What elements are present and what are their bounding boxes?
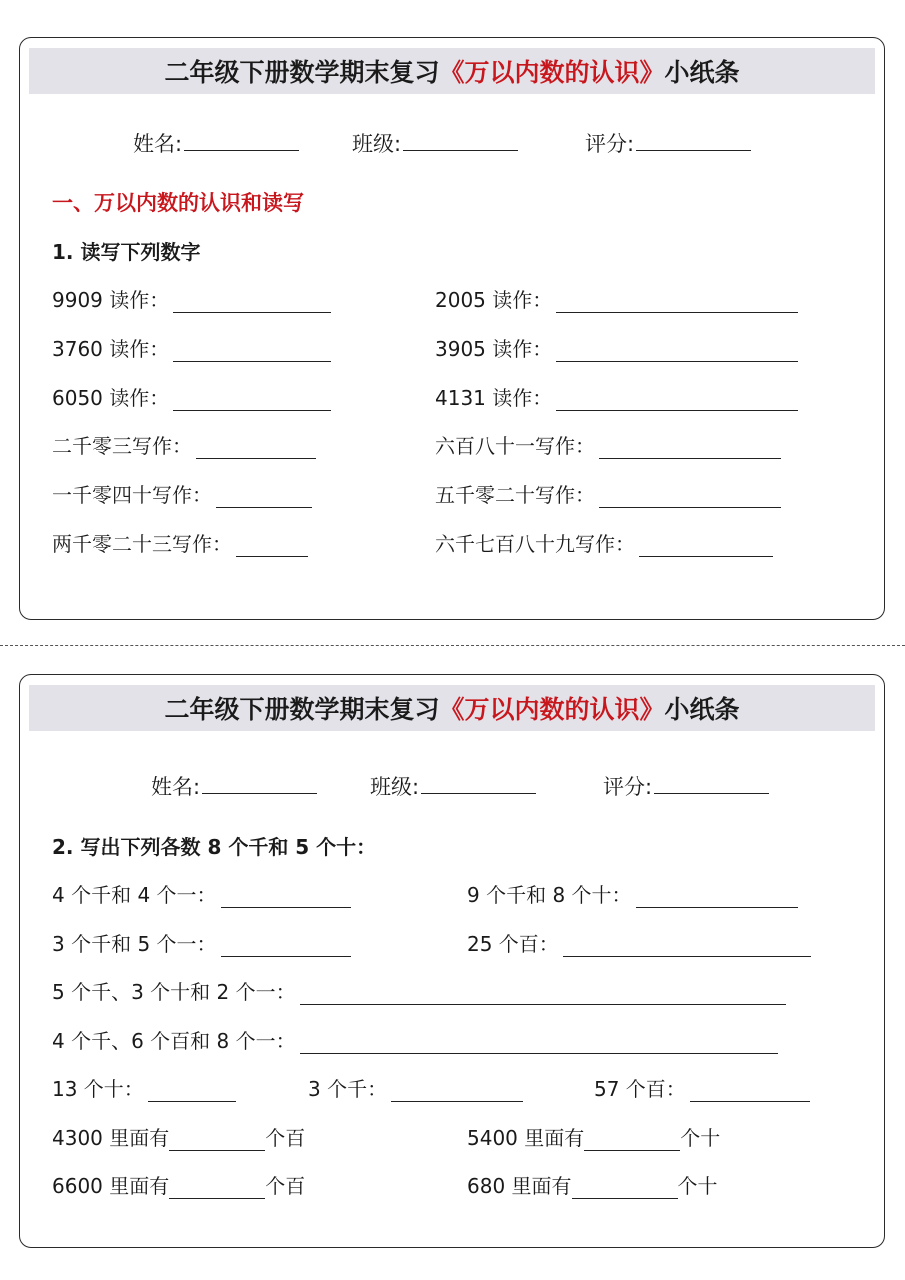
question-text: 9 个千和 8 个十：	[467, 883, 632, 907]
question-text: 3 个千：	[308, 1077, 388, 1101]
section-title: 一、万以内数的认识和读写	[52, 191, 304, 215]
fill-suffix: 个十	[680, 1126, 721, 1150]
answer-blank[interactable]	[221, 938, 351, 957]
question-row	[52, 333, 331, 362]
question-row	[435, 333, 798, 362]
question-text: 一千零四十写作：	[52, 483, 212, 507]
question-text: 57 个百：	[594, 1077, 686, 1101]
question-text: 3905 读作：	[435, 337, 553, 361]
class-blank[interactable]	[421, 773, 536, 794]
question-row	[52, 879, 351, 908]
answer-blank[interactable]	[221, 889, 351, 908]
answer-blank[interactable]	[556, 392, 798, 411]
fill-row	[52, 1170, 305, 1199]
answer-blank[interactable]	[690, 1083, 810, 1102]
question-text: 25 个百：	[467, 932, 559, 956]
fill-row	[52, 1122, 305, 1151]
fill-row	[467, 1122, 720, 1151]
question-row	[435, 430, 781, 459]
question-row	[308, 1073, 523, 1102]
answer-blank[interactable]	[300, 1035, 778, 1054]
class-label: 班级:	[352, 132, 402, 156]
title-topic: 《万以内数的认识》	[439, 58, 665, 87]
score-label: 评分:	[585, 132, 635, 156]
name-field	[133, 128, 299, 158]
fill-suffix: 个百	[265, 1174, 306, 1198]
name-label: 姓名:	[151, 775, 201, 799]
answer-blank[interactable]	[572, 1180, 678, 1199]
question-text: 3760 读作：	[52, 337, 170, 361]
question-text: 4131 读作：	[435, 386, 553, 410]
fill-prefix: 5400 里面有	[467, 1126, 585, 1150]
name-field	[151, 771, 317, 801]
question-text: 6050 读作：	[52, 386, 170, 410]
answer-blank[interactable]	[169, 1132, 265, 1151]
answer-blank[interactable]	[196, 440, 316, 459]
fill-prefix: 4300 里面有	[52, 1126, 170, 1150]
question-row	[52, 1073, 236, 1102]
answer-blank[interactable]	[599, 489, 781, 508]
question-text: 9909 读作：	[52, 288, 170, 312]
answer-blank[interactable]	[216, 489, 312, 508]
score-field	[603, 771, 769, 801]
score-label: 评分:	[603, 775, 653, 799]
answer-blank[interactable]	[173, 392, 331, 411]
title-suffix: 小纸条	[664, 58, 740, 87]
question-row	[594, 1073, 810, 1102]
question-text: 五千零二十写作：	[435, 483, 595, 507]
name-blank[interactable]	[202, 773, 317, 794]
question-text: 六千七百八十九写作：	[435, 532, 635, 556]
answer-blank[interactable]	[148, 1083, 236, 1102]
question-text: 两千零二十三写作：	[52, 532, 232, 556]
name-blank[interactable]	[184, 130, 299, 151]
question-row	[435, 382, 798, 411]
question-text: 13 个十：	[52, 1077, 144, 1101]
question-row	[435, 528, 773, 557]
question-text: 4 个千、6 个百和 8 个一：	[52, 1029, 296, 1053]
question-row	[52, 430, 316, 459]
question-row	[467, 928, 811, 957]
answer-blank[interactable]	[236, 538, 308, 557]
score-field	[585, 128, 751, 158]
score-blank[interactable]	[654, 773, 769, 794]
question-row	[467, 879, 798, 908]
question-row	[52, 382, 331, 411]
class-field	[370, 771, 536, 801]
answer-blank[interactable]	[173, 343, 331, 362]
fill-suffix: 个百	[265, 1126, 306, 1150]
score-blank[interactable]	[636, 130, 751, 151]
subsection-title: 2. 写出下列各数 8 个千和 5 个十：	[52, 835, 377, 859]
answer-blank[interactable]	[169, 1180, 265, 1199]
answer-blank[interactable]	[173, 294, 331, 313]
fill-prefix: 680 里面有	[467, 1174, 572, 1198]
answer-blank[interactable]	[563, 938, 811, 957]
worksheet-card-1	[19, 37, 885, 620]
title-prefix: 二年级下册数学期末复习	[164, 695, 440, 724]
question-row	[52, 928, 351, 957]
worksheet-title-1	[29, 48, 875, 94]
title-prefix: 二年级下册数学期末复习	[164, 58, 440, 87]
question-text: 六百八十一写作：	[435, 434, 595, 458]
worksheet-title-2	[29, 685, 875, 731]
subsection-title: 1. 读写下列数字	[52, 240, 201, 264]
answer-blank[interactable]	[584, 1132, 680, 1151]
answer-blank[interactable]	[556, 294, 798, 313]
answer-blank[interactable]	[556, 343, 798, 362]
name-label: 姓名:	[133, 132, 183, 156]
question-text: 3 个千和 5 个一：	[52, 932, 217, 956]
class-label: 班级:	[370, 775, 420, 799]
worksheet-card-2	[19, 674, 885, 1248]
question-text: 5 个千、3 个十和 2 个一：	[52, 980, 296, 1004]
title-topic: 《万以内数的认识》	[439, 695, 665, 724]
question-row	[435, 479, 781, 508]
answer-blank[interactable]	[391, 1083, 523, 1102]
answer-blank[interactable]	[300, 986, 786, 1005]
fill-prefix: 6600 里面有	[52, 1174, 170, 1198]
question-row	[52, 284, 331, 313]
question-text: 二千零三写作：	[52, 434, 192, 458]
class-blank[interactable]	[403, 130, 518, 151]
question-row	[52, 528, 308, 557]
answer-blank[interactable]	[599, 440, 781, 459]
question-text: 4 个千和 4 个一：	[52, 883, 217, 907]
question-row	[52, 976, 786, 1005]
cut-line-divider	[0, 645, 905, 646]
class-field	[352, 128, 518, 158]
question-row	[435, 284, 798, 313]
title-suffix: 小纸条	[664, 695, 740, 724]
question-row	[52, 479, 312, 508]
question-row	[52, 1025, 778, 1054]
answer-blank[interactable]	[636, 889, 798, 908]
fill-suffix: 个十	[677, 1174, 718, 1198]
question-text: 2005 读作：	[435, 288, 553, 312]
fill-row	[467, 1170, 718, 1199]
answer-blank[interactable]	[639, 538, 773, 557]
